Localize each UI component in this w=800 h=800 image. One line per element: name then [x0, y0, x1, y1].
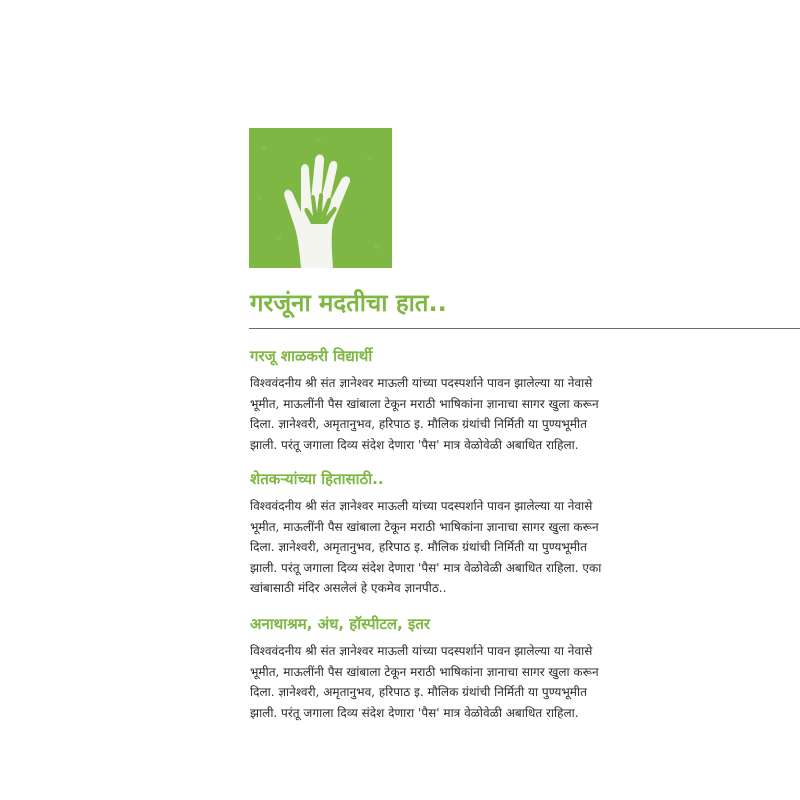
section-farmers — [250, 468, 690, 599]
paragraph-line: खांबासाठी मंदिर असलेलं हे एकमेव ज्ञानपीठ.. — [250, 581, 447, 595]
helping-hands-icon — [249, 128, 392, 268]
paragraph-line: झाली. परंतू जगाला दिव्य संदेश देणारा 'पैस' मात्र वेळोवेळी अबाधित राहिला. — [250, 437, 579, 452]
title-divider — [249, 328, 800, 329]
section-heading: अनाथाश्रम, अंध, हॉस्पीटल, इतर — [250, 615, 431, 633]
paragraph-line: दिला. ज्ञानेश्वरी, अमृतानुभव, हरिपाठ इ. मौलिक ग्रंथांची निर्मिती या पुण्यभूमीत — [250, 685, 587, 699]
section-heading: शेतकऱ्यांच्या हितासाठी.. — [250, 470, 384, 488]
paragraph-line: दिला. ज्ञानेश्वरी, अमृतानुभव, हरिपाठ इ. मौलिक ग्रंथांची निर्मिती या पुण्यभूमीत — [250, 417, 587, 431]
paragraph-line: भूमीत, माऊलींनी पैस खांबाला टेकून मराठी भाषिकांना ज्ञानाचा सागर खुला करून — [250, 396, 599, 411]
paragraph-line: भूमीत, माऊलींनी पैस खांबाला टेकून मराठी भाषिकांना ज्ञानाचा सागर खुला करून — [250, 519, 599, 534]
page-title: गरजूंना मदतीचा हात.. — [250, 289, 447, 317]
helping-hands-logo — [249, 128, 392, 268]
paragraph-line: झाली. परंतू जगाला दिव्य संदेश देणारा 'पैस' मात्र वेळोवेळी अबाधित राहिला. — [250, 705, 579, 720]
paragraph-line: भूमीत, माऊलींनी पैस खांबाला टेकून मराठी भाषिकांना ज्ञानाचा सागर खुला करून — [250, 664, 599, 679]
paragraph-line: दिला. ज्ञानेश्वरी, अमृतानुभव, हरिपाठ इ. मौलिक ग्रंथांची निर्मिती या पुण्यभूमीत — [250, 540, 587, 554]
section-paragraph — [250, 496, 690, 599]
section-heading: गरजू शाळकरी विद्यार्थी — [250, 347, 373, 365]
paragraph-line: विश्ववंदनीय श्री संत ज्ञानेश्वर माऊली यांच्या पदस्पर्शाने पावन झालेल्या या नेवासे — [250, 644, 593, 658]
section-orphanage — [250, 613, 690, 723]
paragraph-line: विश्ववंदनीय श्री संत ज्ञानेश्वर माऊली यांच्या पदस्पर्शाने पावन झालेल्या या नेवासे — [250, 376, 593, 390]
section-students — [250, 345, 690, 455]
paragraph-line: झाली. परंतू जगाला दिव्य संदेश देणारा 'पैस' मात्र वेळोवेळी अबाधित राहिला. एका — [250, 560, 602, 575]
paragraph-line: विश्ववंदनीय श्री संत ज्ञानेश्वर माऊली यांच्या पदस्पर्शाने पावन झालेल्या या नेवासे — [250, 499, 593, 513]
section-paragraph — [250, 373, 690, 455]
section-paragraph — [250, 641, 690, 723]
